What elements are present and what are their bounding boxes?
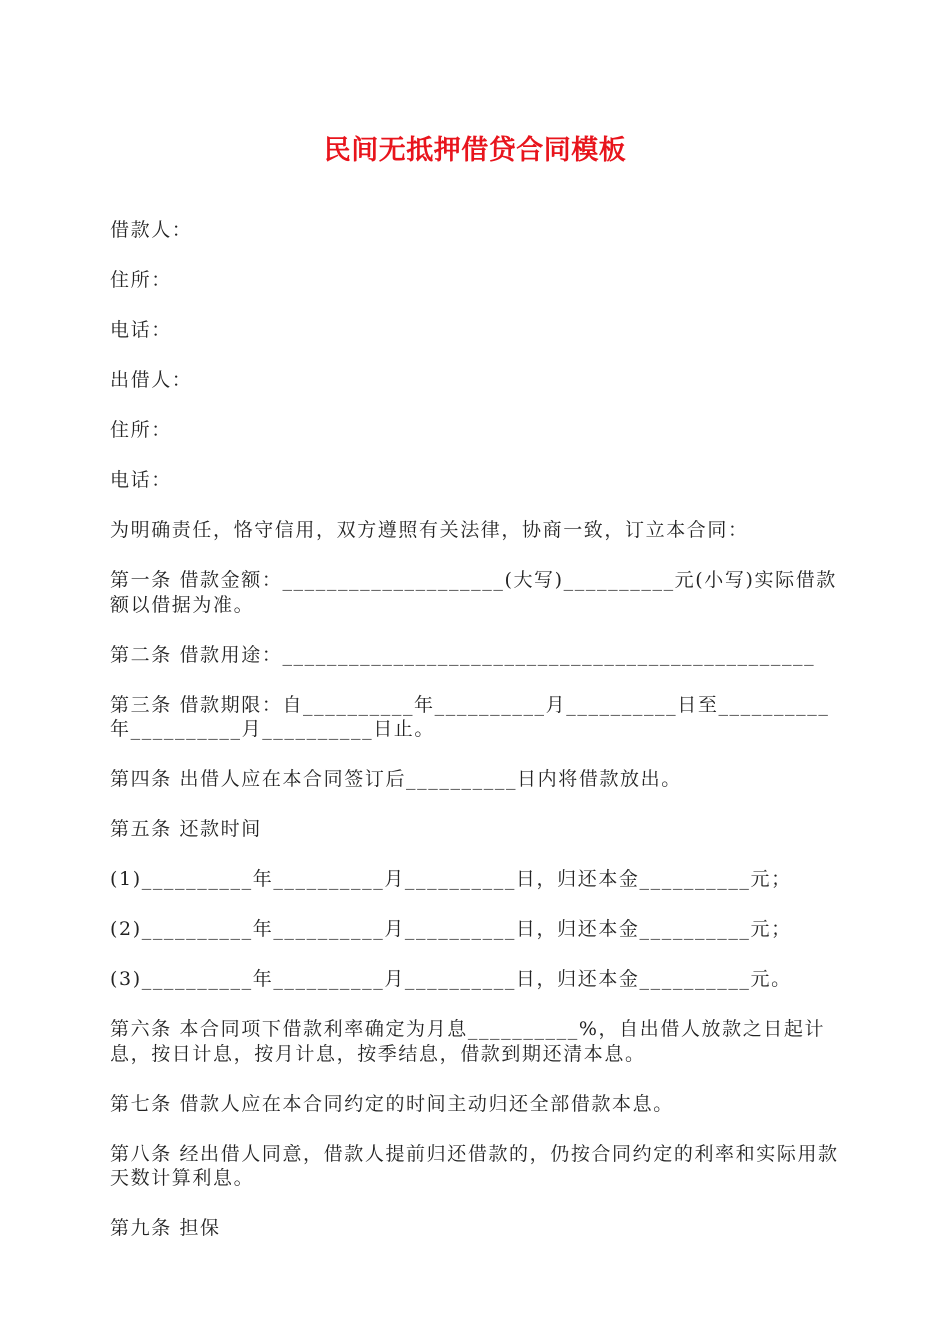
lender-address-line: 住所： (110, 419, 172, 441)
lender-phone-line: 电话： (110, 469, 172, 491)
preamble-paragraph: 为明确责任，恪守信用，双方遵照有关法律，协商一致，订立本合同： (110, 519, 749, 541)
article-7-repayment-duty: 第七条 借款人应在本合同约定的时间主动归还全部借款本息。 (110, 1092, 674, 1115)
lender-name-line: 出借人： (110, 369, 193, 391)
article-9-guarantee: 第九条 担保 (110, 1217, 221, 1239)
borrower-name-line: 借款人： (110, 219, 193, 241)
article-2-loan-purpose: 第二条 借款用途：________________________________________________ (110, 643, 816, 666)
repayment-item-3: (3)__________年__________月__________日，归还本金__________元。 (110, 968, 792, 990)
article-3-loan-term: 第三条 借款期限：自__________年__________月__________日至__________年__________月__________日止。 (110, 693, 830, 740)
article-6-interest-rate: 第六条 本合同项下借款利率确定为月息__________%，自出借人放款之日起计息，按日计息，按月计息，按季结息，借款到期还清本息。 (110, 1018, 826, 1065)
repayment-item-2: (2)__________年__________月__________日，归还本金__________元； (110, 918, 792, 940)
article-1-loan-amount: 第一条 借款金额：____________________(大写)__________元(小写)实际借款额以借据为准。 (110, 569, 837, 616)
document-title: 民间无抵押借贷合同模板 (323, 135, 627, 166)
repayment-item-1: (1)__________年__________月__________日，归还本金__________元； (110, 868, 792, 890)
article-8-early-repayment: 第八条 经出借人同意，借款人提前归还借款的，仍按合同约定的利率和实际用款天数计算利息。 (110, 1142, 839, 1189)
article-5-repayment-time: 第五条 还款时间 (110, 818, 262, 840)
borrower-phone-line: 电话： (110, 319, 172, 341)
borrower-address-line: 住所： (110, 269, 172, 291)
document-body (110, 218, 845, 1266)
article-4-disbursement: 第四条 出借人应在本合同签订后__________日内将借款放出。 (110, 768, 682, 790)
